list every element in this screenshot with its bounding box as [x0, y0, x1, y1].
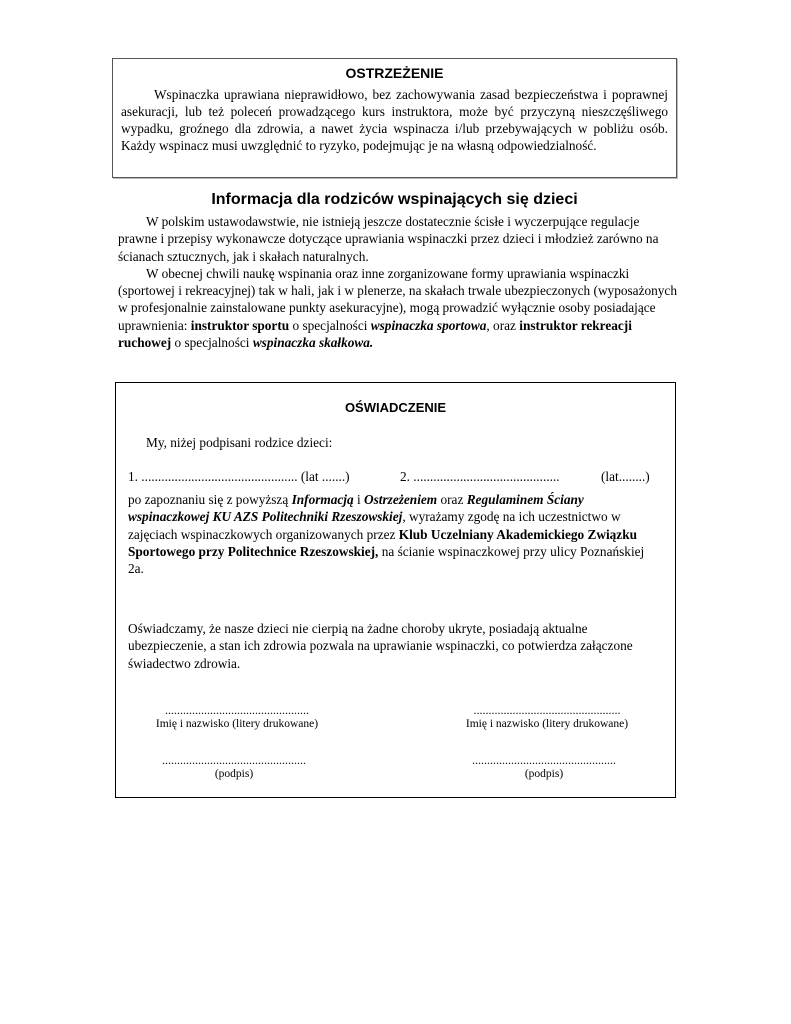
info-body	[118, 213, 678, 351]
sign-label-right: (podpis)	[524, 768, 564, 780]
name-label-right: Imię i nazwisko (litery drukowane)	[465, 718, 629, 730]
name-signature-right[interactable]: ................................................. Imię i nazwisko (litery drukowane)	[456, 703, 638, 731]
declaration-paragraph-1: po zapoznaniu się z powyższą Informacją i Ostrzeżeniem oraz Regulaminem Ściany wspinaczkowej KU AZS Politechniki Rzeszowskiej, wyrażamy zgodę na ich uczestnictwo w zajęciach wspinaczkowych organizowanych przez Klub Uczelniany Akademickiego Związku Sportowego przy Politechnice Rzeszowskiej, na ścianie wspinaczkowej przy ulicy Poznańskiej 2a.	[128, 492, 645, 577]
info-paragraph-2: W obecnej chwili naukę wspinania oraz inne zorganizowane formy uprawiania wspinaczki (sportowej i rekreacyjnej) tak w hali, jak i w plenerze, na skałach trwale ubezpieczonych (wyposażonych w profesjonalnie zainstalowane punkty asekuracyjne), mogą prowadzić wyłącznie osoby posiadające uprawnienia: instruktor sportu o specjalności wspinaczka sportowa, oraz instruktor rekreacji ruchowej o specjalności wspinaczka skałkowa.	[118, 265, 677, 351]
signature-left[interactable]: ................................................ (podpis)	[146, 753, 322, 781]
child-2-field[interactable]: 2. ............................................	[400, 469, 560, 484]
info-paragraph-1: W polskim ustawodawstwie, nie istnieją jeszcze dostatecznie ścisłe i wyczerpujące regulacje prawne i przepisy wykonawcze dotyczące uprawiania wspinaczki przez dzieci i młodzież zarówno na ścianach sztucznych, jak i skałach naturalnych.	[118, 214, 659, 264]
declaration-paragraph-2: Oświadczamy, że nasze dzieci nie cierpią na żadne choroby ukryte, posiadają aktualne ubezpieczenie, a stan ich zdrowia pozwala na uprawianie wspinaczki, co potwierdza załączone świadectwo zdrowia.	[128, 621, 633, 671]
declaration-title: OŚWIADCZENIE	[344, 400, 447, 415]
declaration-box	[115, 382, 676, 798]
signature-right[interactable]: ................................................ (podpis)	[456, 753, 632, 781]
declaration-intro: My, niżej podpisani rodzice dzieci:	[146, 435, 333, 450]
warning-box	[112, 58, 677, 178]
info-title: Informacja dla rodziców wspinających się dzieci	[211, 191, 578, 208]
name-signature-left[interactable]: ................................................ Imię i nazwisko (litery drukowane)	[146, 703, 328, 731]
child-1-field[interactable]: 1. ............................................... (lat .......)	[128, 469, 350, 484]
child-2-age-field[interactable]: (lat........)	[601, 469, 650, 484]
warning-title: OSTRZEŻENIE	[345, 65, 444, 81]
warning-text: Wspinaczka uprawiana nieprawidłowo, bez zachowywania zasad bezpieczeństwa i poprawnej asekuracji, lub też poleceń prowadzącego kurs instruktora, może być przyczyną nieszczęśliwego wypadku, groźnego dla zdrowia, a nawet życia wspinacza i/lub przebywających w pobliżu osób. Każdy wspinacz musi uwzględnić to ryzyko, podejmując je na własną odpowiedzialność.	[121, 87, 668, 153]
sign-label-left: (podpis)	[214, 768, 254, 780]
name-label-left: Imię i nazwisko (litery drukowane)	[155, 718, 319, 730]
